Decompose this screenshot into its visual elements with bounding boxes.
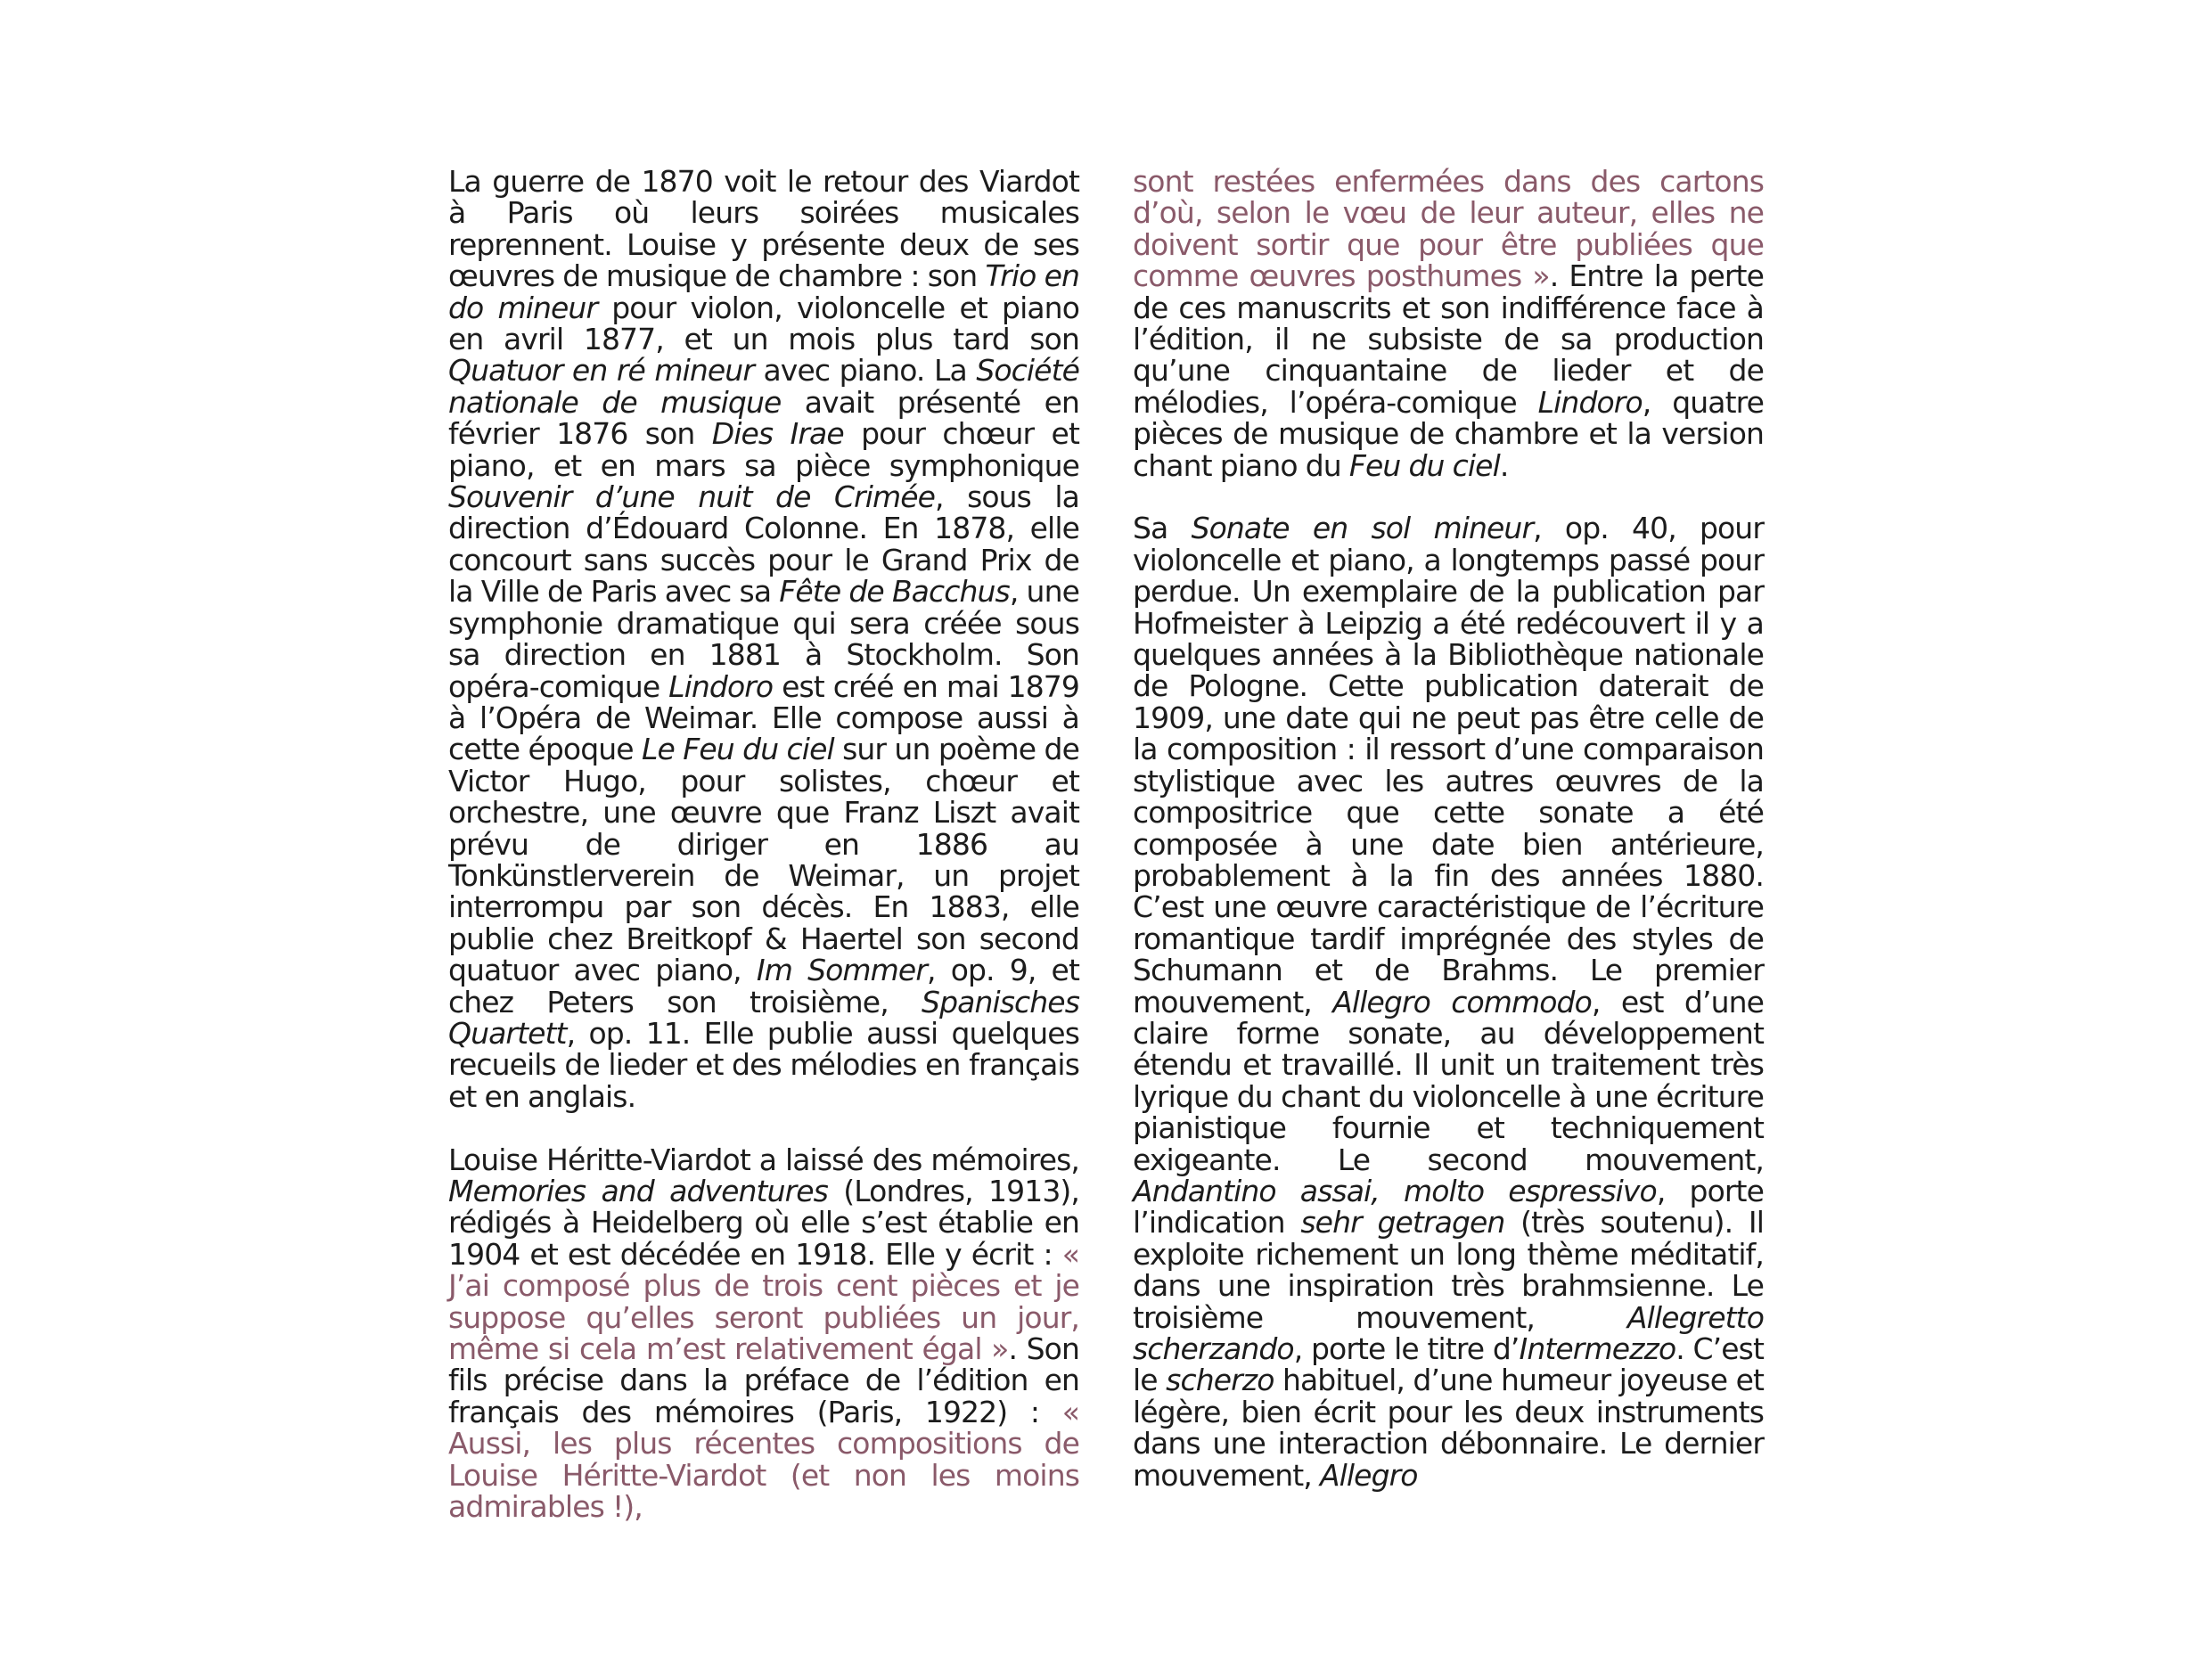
genre-term: scherzo xyxy=(1166,1363,1274,1398)
text-run: , porte le titre d’ xyxy=(1293,1331,1520,1367)
text-run: , porte l’indication xyxy=(1133,1173,1764,1240)
work-title: Lindoro xyxy=(668,668,774,704)
movement-title: Andantino assai, molto espressivo xyxy=(1133,1173,1657,1208)
work-title: Fête de Bacchus xyxy=(779,574,1010,610)
text-run: La guerre de 1870 voit le retour des Viardot à Paris où leurs soirées musicales reprennent. Louise y présente deux de ses œuvres de musique de chambre : son xyxy=(448,164,1079,294)
text-run: , est d’une claire forme sonate, au développement étendu et travaillé. Il unit un traitement très lyrique du chant du violoncelle à une écriture pianistique fournie et techniquement exigeante. Le second mouvement, xyxy=(1133,984,1765,1177)
text-run: (Londres, 1913), rédigés à Heidelberg où elle s’est établie en 1904 et est décédée en 1918. Elle y écrit : xyxy=(448,1173,1079,1272)
text-run: , op. 9, et chez Peters son troisième, xyxy=(448,953,1080,1019)
text-run: . Son fils précise dans la préface de l’édition en français des mémoires (Paris, 1922) : xyxy=(448,1331,1079,1429)
work-title: Quatuor en ré mineur xyxy=(448,353,754,389)
quotation: « Aussi, les plus récentes compositions de Louise Héritte-Viardot (et non les moins admirables !), xyxy=(448,1394,1079,1525)
text-run: habituel, d’une humeur joyeuse et légère, bien écrit pour les deux instruments dans une interaction débonnaire. Le dernier mouvement, xyxy=(1133,1363,1765,1493)
paragraph-war-1870 xyxy=(448,166,1079,1112)
text-run: (très soutenu). Il exploite richement un long thème méditatif, dans une inspiration très brahmsienne. Le troisième mouvement, xyxy=(1133,1205,1765,1335)
work-title: Sonate en sol mineur xyxy=(1191,511,1534,546)
text-run: . xyxy=(1499,447,1509,483)
work-title: Im Sommer xyxy=(756,953,927,988)
movement-title: Allegro commodo xyxy=(1332,984,1592,1019)
text-run: pour chœur et piano, et en mars sa pièce symphonique xyxy=(448,416,1079,483)
movement-title: Allegretto scherzando xyxy=(1133,1299,1764,1367)
work-title: Trio en do mineur xyxy=(448,258,1079,325)
right-column xyxy=(1133,166,1764,1491)
text-run: Sa xyxy=(1133,511,1192,546)
text-run: Louise Héritte-Viardot a laissé des mémoires, xyxy=(448,1142,1079,1177)
work-title: Dies Irae xyxy=(711,416,844,452)
text-run: , op. 40, pour violoncelle et piano, a longtemps passé pour perdue. Un exemplaire de la publication par Hofmeister à Leipzig a été redécouvert il y a quelques années à la Bibliothèque nationale de Pologne. Cette publication daterait de 1909, une date qui ne peut pas être celle de la composition : il ressort d’une comparaison stylistique avec les autres œuvres de la compositrice que cette sonate a été composée à une date bien antérieure, probablement à la fin des années 1880. C’est une œuvre caractéristique de l’écriture romantique tardif imprégnée des styles de Schumann et de Brahms. Le premier mouvement, xyxy=(1133,511,1764,1019)
paragraph-memoirs xyxy=(448,1144,1079,1523)
text-run: sur un poème de Victor Hugo, pour solistes, chœur et orchestre, une œuvre que Franz Liszt avait prévu de diriger en 1886 au Tonkünstlerverein de Weimar, un projet interrompu par son décès. En 1883, elle publie chez Breitkopf & Haertel son second quatuor avec piano, xyxy=(448,732,1080,988)
left-column xyxy=(448,164,1080,1525)
work-title: Souvenir d’une nuit de Crimée xyxy=(448,479,936,515)
text-run: , une symphonie dramatique qui sera créée sous sa direction en 1881 à Stockholm. Son opéra-comique xyxy=(448,574,1079,704)
text-run: pour violon, violoncelle et piano en avril 1877, et un mois plus tard son xyxy=(448,290,1079,357)
text-run: . C’est le xyxy=(1133,1331,1764,1398)
institution-name: Société nationale de musique xyxy=(448,353,1080,420)
paragraph-sonata xyxy=(1133,512,1764,1491)
work-title: Feu du ciel xyxy=(1348,447,1500,483)
work-title: Spanisches Quartett xyxy=(448,984,1079,1051)
text-run: , sous la direction d’Édouard Colonne. En 1878, elle concourt sans succès pour le Grand Prix de la Ville de Paris avec sa xyxy=(448,479,1079,610)
text-run: , op. 11. Elle publie aussi quelques recueils de lieder et des mélodies en français et en anglais. xyxy=(448,1015,1079,1114)
movement-title: Intermezzo xyxy=(1519,1331,1676,1367)
text-run: . Entre la perte de ces manuscrits et son indifférence face à l’édition, il ne subsiste de sa production qu’une cinquantaine de lieder et de mélodies, l’opéra-comique xyxy=(1133,258,1764,420)
text-run: avait présenté en février 1876 son xyxy=(448,384,1079,452)
work-title: Le Feu du ciel xyxy=(642,732,834,767)
text-run: , quatre pièces de musique de chambre et la version chant piano du xyxy=(1133,384,1764,483)
text-run: avec piano. La xyxy=(754,353,977,389)
work-title: Memories and adventures xyxy=(448,1173,828,1208)
tempo-indication: sehr getragen xyxy=(1300,1205,1505,1240)
text-run: est créé en mai 1879 à l’Opéra de Weimar. Elle compose aussi à cette époque xyxy=(448,668,1080,767)
movement-title: Allegro xyxy=(1319,1457,1418,1493)
quotation: « J’ai composé plus de trois cent pièces et je suppose qu’elles seront publiées un jour, même si cela m’est relativement égal » xyxy=(448,1236,1079,1367)
paragraph-manuscripts xyxy=(1133,166,1764,481)
quotation: sont restées enfermées dans des cartons d’où, selon le vœu de leur auteur, elles ne doivent sortir que pour être publiées que comme œuvres posthumes » xyxy=(1133,164,1764,294)
work-title: Lindoro xyxy=(1537,384,1643,420)
